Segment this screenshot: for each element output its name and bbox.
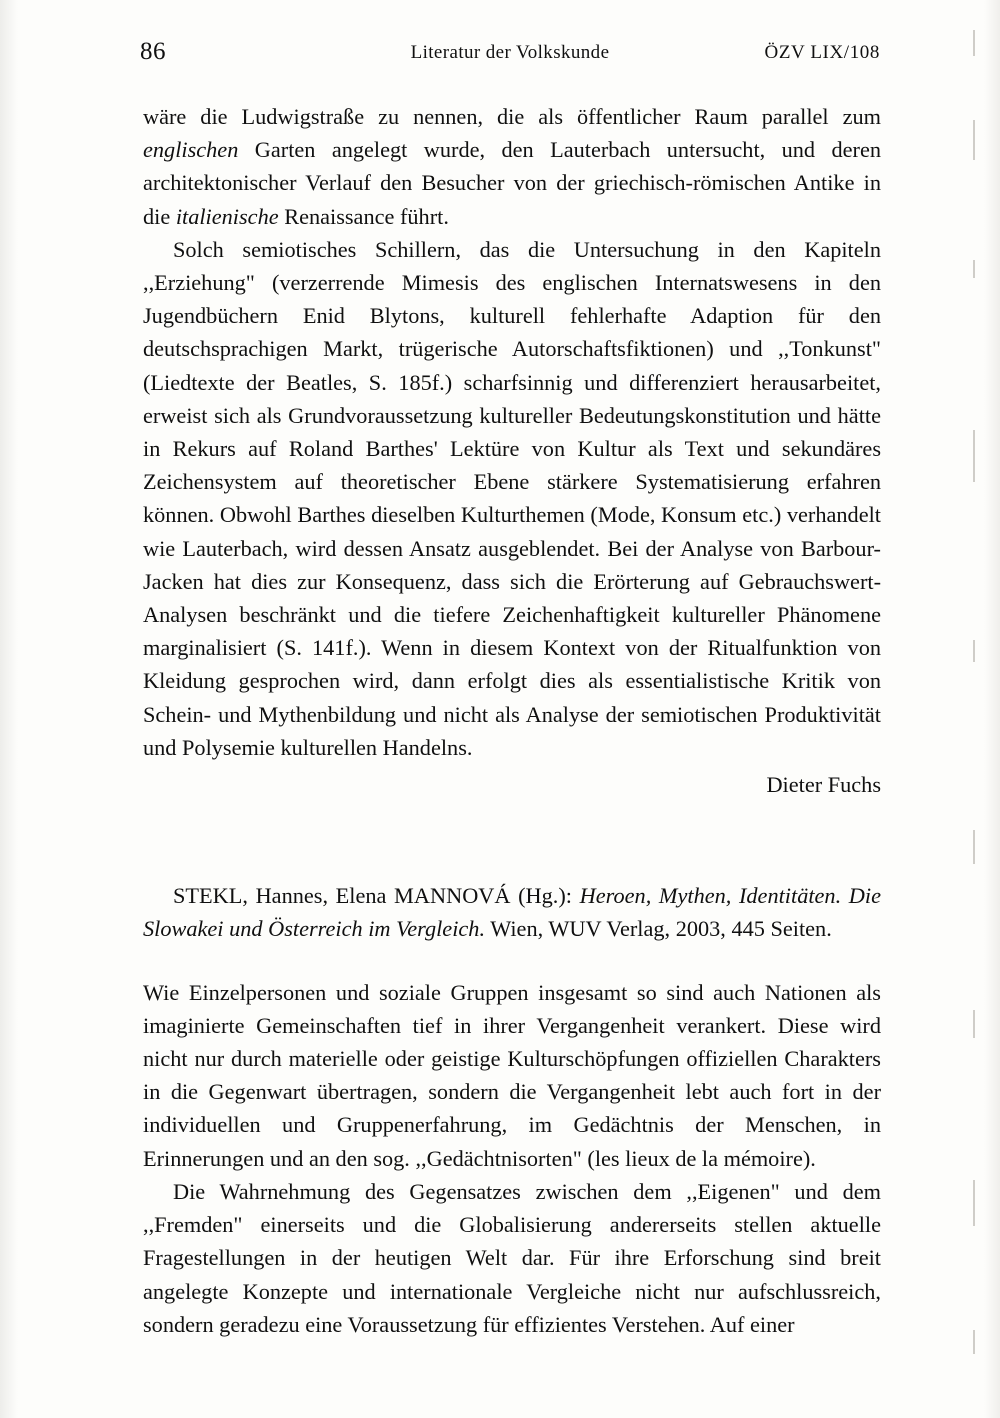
paragraph-semiotisches-schillern: Solch semiotisches Schillern, das die Untersuchung in den Kapiteln ,,Erziehung" (verzerrende Mimesis des englischen Internatswesens in den Jugendbüchern Enid Blytons, kulturell fehlerhafte Adaption für den deutschsprachigen Markt, trügerische Autorschaftsfiktionen) und ,,Tonkunst" (Liedtexte der Beatles, S. 185f.) scharfsinnig und differenziert herausarbeitet, erweist sich als Grundvoraussetzung kultureller Bedeutungskonstitution und hätte in Rekurs auf Roland Barthes' Lektüre von Kultur als Text und sekundäres Zeichensystem auf theoretischer Ebene stärkere Systematisierung erfahren können. Obwohl Barthes dieselben Kulturthemen (Mode, Konsum etc.) verhandelt wie Lauterbach, wird dessen Ansatz ausgeblendet. Bei der Analyse von Barbour-Jacken hat dies zur Konsequenz, dass sich die Erörterung auf Gebrauchswert-Analysen beschränkt und die tiefere Zeichenhaftigkeit kultureller Phänomene marginalisiert (S. 141f.). Wenn in diesem Kontext von der Ritualfunktion von Kleidung gesprochen wird, dann erfolgt dies als essentialistische Kritik von Schein- und Mythenbildung und nicht als Analyse der semiotischen Produktivität und Polysemie kulturellen Handelns. xyxy=(143,236,881,760)
citation-authors: STEKL, Hannes, Elena MANNOVÁ (Hg.): xyxy=(173,883,580,909)
body-text-column xyxy=(143,100,881,1341)
running-head-title: Literatur der Volkskunde xyxy=(410,42,610,63)
scan-speckles xyxy=(973,0,978,1418)
citation-gap xyxy=(143,946,881,976)
running-head-reference: ÖZV LIX/108 xyxy=(764,42,880,63)
page-number: 86 xyxy=(140,38,166,65)
paragraph-wahrnehmung: Die Wahrnehmung des Gegensatzes zwischen dem ,,Eigenen" und dem ,,Fremden" einerseits und die Globalisierung andererseits stellen aktuelle Fragestellungen in der heutigen Welt dar. Für ihre Erforschung sind breit angelegte Konzepte und internationale Vergleiche nicht nur aufschlussreich, sondern geradezu eine Voraussetzung für effizientes Verstehen. Auf einer xyxy=(143,1178,881,1337)
book-citation xyxy=(143,879,881,945)
scan-edge-left xyxy=(0,0,18,1418)
citation-imprint: Wien, WUV Verlag, 2003, 445 Seiten. xyxy=(485,916,832,942)
paragraph-nationen: Wie Einzelpersonen und soziale Gruppen insgesamt so sind auch Nationen als imaginierte Gemeinschaften tief in ihrer Vergangenheit verankert. Diese wird nicht nur durch materielle oder geistige Kulturschöpfungen offiziellen Charakters in die Gegenwart übertragen, sondern die Vergangenheit lebt auch fort in der individuellen und Gruppenerfahrung, im Gedächtnis der Menschen, in Erinnerungen und an den sog. ,,Gedächtnisorten" (les lieux de la mémoire). xyxy=(143,979,881,1171)
running-head xyxy=(140,38,880,68)
italic-term-englischen: englischen xyxy=(143,137,239,163)
paragraph-continuation: wäre die Ludwigstraße zu nennen, die als öffentlicher Raum parallel zum englischen Garten angelegt wurde, den Lauterbach untersucht, und deren architektonischer Verlauf den Besucher von der griechisch-römischen Antike in die italienische Renaissance führt. xyxy=(143,104,881,229)
citation-title: Heroen, Mythen, Identitäten. Die Slowakei und Österreich im Vergleich. xyxy=(143,883,881,942)
review-signature: Dieter Fuchs xyxy=(766,772,881,798)
section-gap xyxy=(143,801,881,879)
scan-edge-right xyxy=(984,0,1000,1418)
italic-term-italienische: italienische xyxy=(175,203,279,229)
